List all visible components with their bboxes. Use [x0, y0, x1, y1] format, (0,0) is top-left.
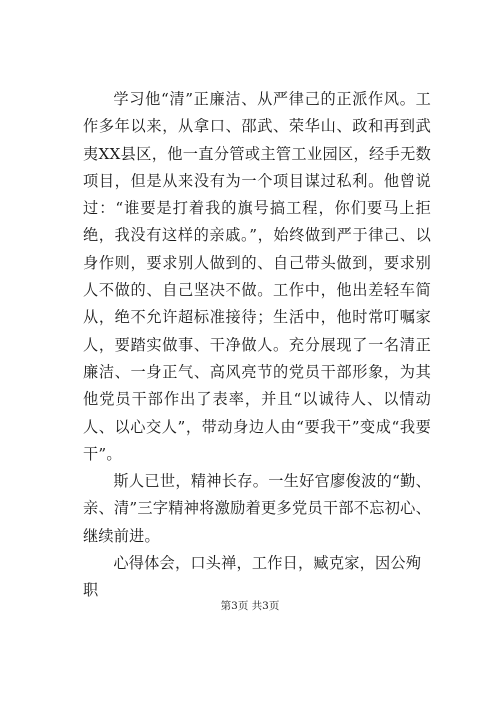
- body-paragraph-2: 斯人已世，精神长存。一生好官廖俊波的“勤、亲、清”三字精神将激励着更多党员干部不忘初心、继续前进。: [83, 472, 431, 545]
- page-footer: 第3页 共3页: [220, 600, 280, 612]
- body-paragraph-1: 学习他“清”正廉洁、从严律己的正派作风。工作多年以来，从拿口、邵武、荣华山、政和再到武夷XX县区，他一直分管或主管工业园区，经手无数项目，但是从来没有为一个项目谋过私利。他曾说过：“谁要是打着我的旗号搞工程，你们要马上拒绝，我没有这样的亲戚。”，始终做到严于律己、以身作则，要求别人做到的、自己带头做到，要求别人不做的、自己坚决不做。工作中，他出差轻车简从，绝不允许超标准接待；生活中，他时常叮嘱家人，要踏实做事、干净做人。充分展现了一名清正廉洁、一身正气、高风亮节的党员干部形象，为其他党员干部作出了表率，并且“以诚待人、以情动人、以心交人”，带动身边人由“要我干”变成“我要干”。: [83, 90, 431, 463]
- document-body: [83, 86, 431, 605]
- keywords-line: 心得体会，口头禅，工作日，臧克家，因公殉职: [83, 554, 422, 600]
